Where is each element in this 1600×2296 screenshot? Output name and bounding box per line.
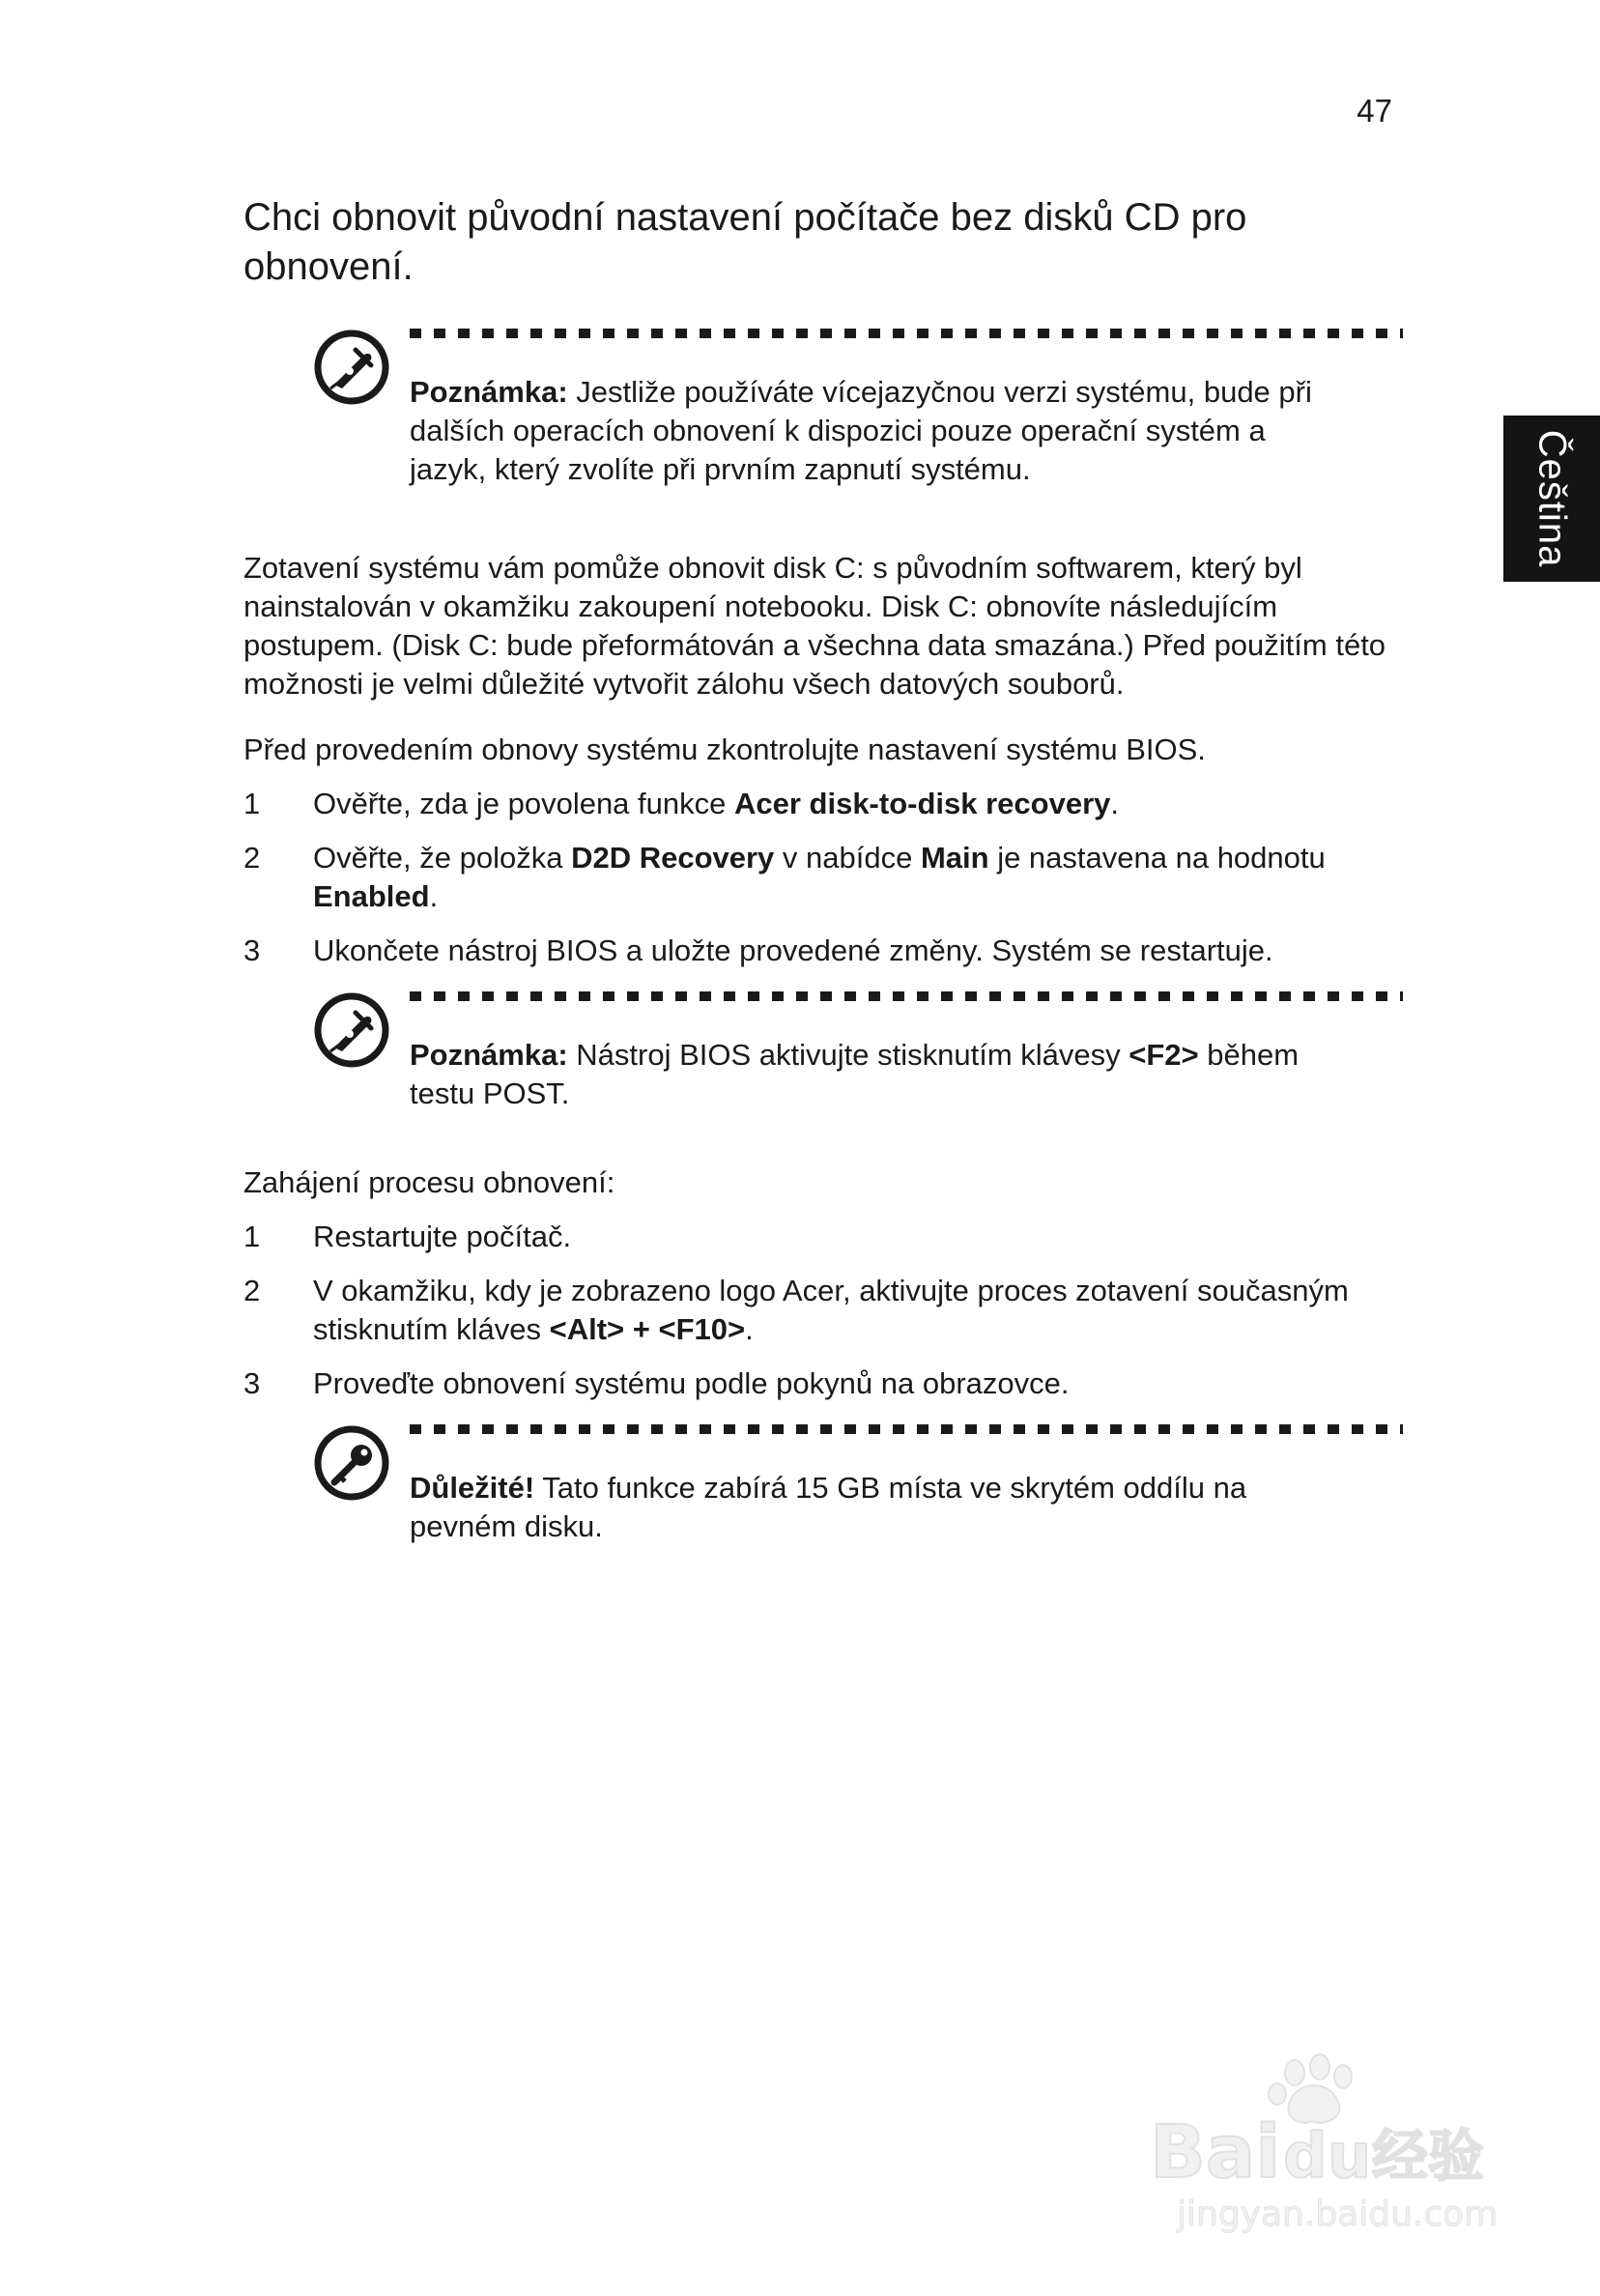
step-text-end: . xyxy=(745,1312,754,1346)
step-bold: Acer disk-to-disk recovery xyxy=(733,787,1111,820)
language-tab-label: Čeština xyxy=(1530,429,1574,568)
step-text: Ověřte, zda je povolena funkce xyxy=(313,787,734,820)
dashed-divider xyxy=(410,991,1403,1001)
important-label: Důležité! xyxy=(410,1471,535,1505)
note-body: Jestliže používáte vícejazyčnou verzi systému, bude při dalších operacích obnovení k dispozici pouze operační systém a jazyk, který zvolíte při prvním zapnutí systému. xyxy=(410,375,1312,486)
note-text xyxy=(410,373,1337,489)
recovery-intro-paragraph: Zahájení procesu obnovení: xyxy=(243,1165,615,1199)
note-box-bios xyxy=(313,991,1403,1113)
note-label: Poznámka: xyxy=(410,375,568,409)
list-item xyxy=(243,1272,1366,1349)
watermark-brand-cn: 经验 xyxy=(1372,2123,1485,2189)
watermark-brand-left: Bai xyxy=(1150,2109,1281,2195)
note-box-multilingual xyxy=(313,329,1403,489)
step-bold: <Alt> + <F10> xyxy=(549,1312,746,1346)
pen-note-icon xyxy=(313,991,390,1069)
step-text: Ukončete nástroj BIOS a uložte provedené změny. Systém se restartuje. xyxy=(313,933,1273,967)
list-item xyxy=(243,839,1366,916)
important-body: Tato funkce zabírá 15 GB místa ve skrytém oddílu na pevném disku. xyxy=(410,1471,1247,1543)
pen-note-icon xyxy=(313,329,390,406)
note-text xyxy=(410,1036,1337,1113)
language-tab xyxy=(1503,416,1600,582)
paw-logo-icon xyxy=(1269,2054,1352,2123)
step-text-end: . xyxy=(429,879,439,913)
step-bold: D2D Recovery xyxy=(571,841,775,875)
intro-paragraph: Zotavení systému vám pomůže obnovit disk C: s původním softwarem, který byl nainstalován v okamžiku zakoupení notebooku. Disk C: obnovíte následujícím postupem. (Disk C: bude přeformátován a všechna data smazána.) Před použitím této možnosti je velmi důležité vytvořit zálohu všech datových souborů. xyxy=(243,551,1386,701)
important-text xyxy=(410,1469,1337,1546)
list-item xyxy=(243,1364,1366,1403)
key-icon xyxy=(313,1424,390,1502)
list-item xyxy=(243,932,1366,970)
step-text: Restartujte počítač. xyxy=(313,1220,572,1253)
step-text-end: . xyxy=(1110,787,1120,820)
page-number: 47 xyxy=(1357,93,1392,129)
step-number: 2 xyxy=(243,841,261,875)
step-text: Ověřte, že položka xyxy=(313,841,572,875)
recovery-steps-list xyxy=(243,1218,1403,1403)
section-heading: Chci obnovit původní nastavení počítače bez disků CD pro obnovení. xyxy=(243,196,1247,288)
bios-check-paragraph: Před provedením obnovy systému zkontrolujte nastavení systému BIOS. xyxy=(243,732,1206,766)
important-box xyxy=(313,1424,1403,1546)
step-number: 1 xyxy=(243,787,261,820)
step-number: 3 xyxy=(243,1366,261,1400)
step-number: 2 xyxy=(243,1274,261,1307)
dashed-divider xyxy=(410,329,1403,338)
dashed-divider xyxy=(410,1424,1403,1434)
watermark-brand-right: du xyxy=(1283,2121,1372,2193)
step-number: 3 xyxy=(243,933,261,967)
step-text: je nastavena na hodnotu xyxy=(988,841,1326,875)
note-body-end: během testu POST. xyxy=(410,1038,1300,1110)
step-bold: Enabled xyxy=(313,879,430,913)
note-body: Nástroj BIOS aktivujte stisknutím klávesy xyxy=(567,1038,1129,1072)
step-text: V okamžiku, kdy je zobrazeno logo Acer, aktivujte proces zotavení současným stisknutím kláves xyxy=(313,1274,1349,1346)
note-label: Poznámka: xyxy=(410,1038,568,1072)
page-content xyxy=(243,193,1403,1546)
list-item xyxy=(243,785,1366,823)
note-key: <F2> xyxy=(1129,1038,1199,1072)
list-item xyxy=(243,1218,1366,1256)
step-bold: Main xyxy=(920,841,989,875)
step-text: v nabídce xyxy=(774,841,921,875)
watermark-url: jingyan.baidu.com xyxy=(1177,2195,1499,2234)
bios-steps-list xyxy=(243,785,1403,970)
baidu-watermark xyxy=(1130,2053,1517,2247)
step-number: 1 xyxy=(243,1220,261,1253)
step-text: Proveďte obnovení systému podle pokynů na obrazovce. xyxy=(313,1366,1070,1400)
